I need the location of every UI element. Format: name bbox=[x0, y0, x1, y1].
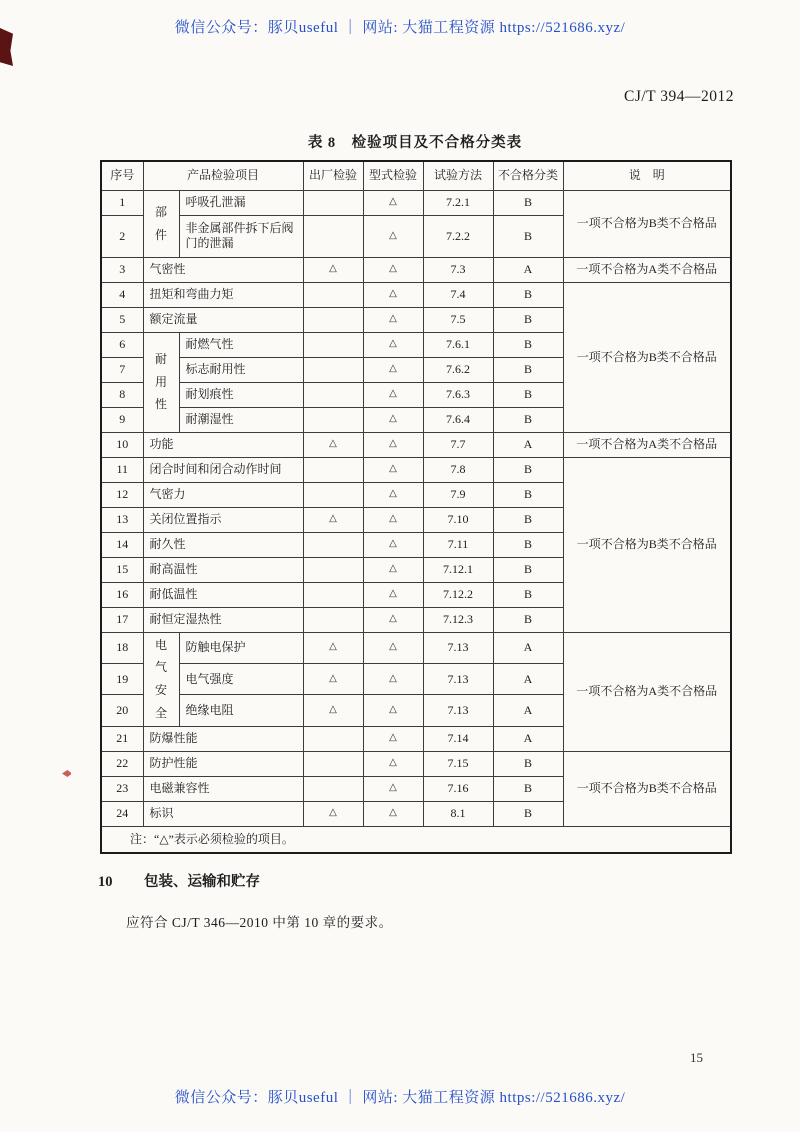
cell-note: 一项不合格为B类不合格品 bbox=[563, 751, 731, 826]
cell-item: 呼吸孔泄漏 bbox=[179, 190, 303, 215]
cell-test-method: 7.6.4 bbox=[423, 407, 493, 432]
cell-seq: 15 bbox=[101, 557, 143, 582]
cell-class: B bbox=[493, 307, 563, 332]
doc-number: CJ/T 394—2012 bbox=[624, 88, 734, 105]
cell-type-inspection: △ bbox=[363, 507, 423, 532]
cell-type-inspection: △ bbox=[363, 382, 423, 407]
cell-type-inspection: △ bbox=[363, 776, 423, 801]
header-note: 说 明 bbox=[563, 161, 731, 190]
cell-type-inspection: △ bbox=[363, 532, 423, 557]
cell-class: B bbox=[493, 801, 563, 826]
cell-factory-inspection: △ bbox=[303, 257, 363, 282]
cell-class: B bbox=[493, 457, 563, 482]
cell-type-inspection: △ bbox=[363, 215, 423, 257]
scan-artifact-left-edge bbox=[62, 770, 71, 777]
cell-item: 闭合时间和闭合动作时间 bbox=[143, 457, 303, 482]
cell-type-inspection: △ bbox=[363, 582, 423, 607]
cell-type-inspection: △ bbox=[363, 726, 423, 751]
cell-class: A bbox=[493, 257, 563, 282]
group-label: 电气安全 bbox=[154, 637, 167, 720]
cell-factory-inspection: △ bbox=[303, 432, 363, 457]
table-footnote-row bbox=[101, 826, 731, 853]
cell-test-method: 7.15 bbox=[423, 751, 493, 776]
cell-type-inspection: △ bbox=[363, 257, 423, 282]
cell-factory-inspection bbox=[303, 332, 363, 357]
cell-item: 绝缘电阻 bbox=[179, 695, 303, 726]
cell-test-method: 7.13 bbox=[423, 663, 493, 694]
page-number: 15 bbox=[690, 1050, 703, 1065]
watermark-bottom: 微信公众号：豚贝useful ｜ 网站: 大猫工程资源 https://521686.xyz/ bbox=[174, 1090, 626, 1106]
header-type-inspection: 型式检验 bbox=[363, 161, 423, 190]
cell-type-inspection: △ bbox=[363, 282, 423, 307]
cell-seq: 8 bbox=[101, 382, 143, 407]
cell-item: 非金属部件拆下后阀门的泄漏 bbox=[179, 215, 303, 257]
cell-item: 气密力 bbox=[143, 482, 303, 507]
cell-factory-inspection bbox=[303, 357, 363, 382]
cell-item: 耐燃气性 bbox=[179, 332, 303, 357]
cell-test-method: 8.1 bbox=[423, 801, 493, 826]
cell-class: B bbox=[493, 582, 563, 607]
cell-test-method: 7.11 bbox=[423, 532, 493, 557]
group-label: 部件 bbox=[154, 204, 167, 242]
cell-class: B bbox=[493, 751, 563, 776]
cell-note: 一项不合格为A类不合格品 bbox=[563, 632, 731, 751]
cell-test-method: 7.6.1 bbox=[423, 332, 493, 357]
cell-factory-inspection bbox=[303, 215, 363, 257]
cell-item: 电气强度 bbox=[179, 663, 303, 694]
group-label: 耐用性 bbox=[154, 351, 167, 412]
cell-class: B bbox=[493, 607, 563, 632]
cell-test-method: 7.8 bbox=[423, 457, 493, 482]
cell-type-inspection: △ bbox=[363, 695, 423, 726]
cell-item: 防触电保护 bbox=[179, 632, 303, 663]
cell-type-inspection: △ bbox=[363, 482, 423, 507]
cell-item: 耐划痕性 bbox=[179, 382, 303, 407]
cell-class: A bbox=[493, 695, 563, 726]
cell-seq: 16 bbox=[101, 582, 143, 607]
cell-seq: 12 bbox=[101, 482, 143, 507]
cell-seq: 24 bbox=[101, 801, 143, 826]
cell-seq: 22 bbox=[101, 751, 143, 776]
cell-class: B bbox=[493, 357, 563, 382]
cell-seq: 23 bbox=[101, 776, 143, 801]
cell-item: 耐潮湿性 bbox=[179, 407, 303, 432]
cell-test-method: 7.5 bbox=[423, 307, 493, 332]
cell-factory-inspection bbox=[303, 307, 363, 332]
cell-class: A bbox=[493, 663, 563, 694]
cell-seq: 14 bbox=[101, 532, 143, 557]
cell-test-method: 7.12.2 bbox=[423, 582, 493, 607]
cell-seq: 2 bbox=[101, 215, 143, 257]
watermark-top: 微信公众号：豚贝useful ｜ 网站: 大猫工程资源 https://521686.xyz/ bbox=[174, 20, 626, 36]
cell-type-inspection: △ bbox=[363, 432, 423, 457]
cell-factory-inspection bbox=[303, 751, 363, 776]
cell-class: B bbox=[493, 776, 563, 801]
cell-seq: 18 bbox=[101, 632, 143, 663]
cell-class: B bbox=[493, 332, 563, 357]
cell-test-method: 7.3 bbox=[423, 257, 493, 282]
cell-item: 关闭位置指示 bbox=[143, 507, 303, 532]
cell-group bbox=[143, 332, 179, 432]
table-header-row bbox=[101, 161, 731, 190]
cell-factory-inspection bbox=[303, 482, 363, 507]
cell-test-method: 7.9 bbox=[423, 482, 493, 507]
cell-item: 电磁兼容性 bbox=[143, 776, 303, 801]
cell-test-method: 7.10 bbox=[423, 507, 493, 532]
cell-seq: 7 bbox=[101, 357, 143, 382]
cell-item: 防爆性能 bbox=[143, 726, 303, 751]
cell-item: 耐低温性 bbox=[143, 582, 303, 607]
table-footnote: 注：“△”表示必须检验的项目。 bbox=[101, 826, 731, 853]
table-title: 表 8 检验项目及不合格分类表 bbox=[307, 135, 523, 151]
cell-group bbox=[143, 190, 179, 257]
cell-type-inspection: △ bbox=[363, 557, 423, 582]
cell-test-method: 7.13 bbox=[423, 632, 493, 663]
cell-seq: 17 bbox=[101, 607, 143, 632]
cell-seq: 13 bbox=[101, 507, 143, 532]
section-title: 包装、运输和贮存 bbox=[144, 874, 260, 890]
cell-seq: 11 bbox=[101, 457, 143, 482]
table-row bbox=[101, 282, 731, 307]
table-row bbox=[101, 457, 731, 482]
cell-factory-inspection bbox=[303, 282, 363, 307]
cell-type-inspection: △ bbox=[363, 407, 423, 432]
cell-class: B bbox=[493, 532, 563, 557]
cell-class: A bbox=[493, 432, 563, 457]
cell-group bbox=[143, 632, 179, 726]
cell-test-method: 7.12.3 bbox=[423, 607, 493, 632]
table-row bbox=[101, 432, 731, 457]
cell-factory-inspection bbox=[303, 582, 363, 607]
cell-item: 标识 bbox=[143, 801, 303, 826]
cell-test-method: 7.6.2 bbox=[423, 357, 493, 382]
cell-item: 标志耐用性 bbox=[179, 357, 303, 382]
cell-class: B bbox=[493, 190, 563, 215]
cell-type-inspection: △ bbox=[363, 190, 423, 215]
cell-item: 耐恒定湿热性 bbox=[143, 607, 303, 632]
cell-seq: 3 bbox=[101, 257, 143, 282]
cell-test-method: 7.12.1 bbox=[423, 557, 493, 582]
cell-factory-inspection: △ bbox=[303, 695, 363, 726]
table-row bbox=[101, 257, 731, 282]
cell-factory-inspection bbox=[303, 382, 363, 407]
cell-factory-inspection: △ bbox=[303, 632, 363, 663]
cell-seq: 5 bbox=[101, 307, 143, 332]
cell-class: A bbox=[493, 726, 563, 751]
cell-type-inspection: △ bbox=[363, 751, 423, 776]
header-class: 不合格分类 bbox=[493, 161, 563, 190]
cell-seq: 1 bbox=[101, 190, 143, 215]
cell-class: B bbox=[493, 407, 563, 432]
cell-type-inspection: △ bbox=[363, 307, 423, 332]
cell-type-inspection: △ bbox=[363, 663, 423, 694]
cell-seq: 4 bbox=[101, 282, 143, 307]
section-heading bbox=[98, 870, 260, 891]
cell-test-method: 7.14 bbox=[423, 726, 493, 751]
cell-class: B bbox=[493, 482, 563, 507]
cell-item: 耐久性 bbox=[143, 532, 303, 557]
cell-type-inspection: △ bbox=[363, 332, 423, 357]
cell-factory-inspection bbox=[303, 726, 363, 751]
cell-test-method: 7.13 bbox=[423, 695, 493, 726]
cell-factory-inspection bbox=[303, 190, 363, 215]
cell-note: 一项不合格为B类不合格品 bbox=[563, 282, 731, 432]
cell-item: 功能 bbox=[143, 432, 303, 457]
header-seq: 序号 bbox=[101, 161, 143, 190]
cell-test-method: 7.2.1 bbox=[423, 190, 493, 215]
header-test-method: 试验方法 bbox=[423, 161, 493, 190]
header-factory-inspection: 出厂检验 bbox=[303, 161, 363, 190]
cell-type-inspection: △ bbox=[363, 607, 423, 632]
table-row bbox=[101, 190, 731, 215]
cell-factory-inspection: △ bbox=[303, 801, 363, 826]
cell-seq: 20 bbox=[101, 695, 143, 726]
cell-item: 额定流量 bbox=[143, 307, 303, 332]
cell-test-method: 7.7 bbox=[423, 432, 493, 457]
cell-item: 耐高温性 bbox=[143, 557, 303, 582]
cell-factory-inspection bbox=[303, 557, 363, 582]
cell-item: 防护性能 bbox=[143, 751, 303, 776]
cell-seq: 10 bbox=[101, 432, 143, 457]
cell-factory-inspection: △ bbox=[303, 507, 363, 532]
cell-test-method: 7.16 bbox=[423, 776, 493, 801]
inspection-table bbox=[100, 160, 732, 854]
section-number: 10 bbox=[98, 874, 113, 890]
cell-class: A bbox=[493, 632, 563, 663]
cell-class: B bbox=[493, 215, 563, 257]
table-row bbox=[101, 632, 731, 663]
cell-seq: 19 bbox=[101, 663, 143, 694]
cell-note: 一项不合格为A类不合格品 bbox=[563, 432, 731, 457]
cell-note: 一项不合格为B类不合格品 bbox=[563, 190, 731, 257]
cell-type-inspection: △ bbox=[363, 357, 423, 382]
cell-factory-inspection bbox=[303, 457, 363, 482]
cell-item: 气密性 bbox=[143, 257, 303, 282]
cell-type-inspection: △ bbox=[363, 632, 423, 663]
cell-factory-inspection: △ bbox=[303, 663, 363, 694]
scan-artifact-top-left bbox=[0, 28, 13, 66]
cell-factory-inspection bbox=[303, 407, 363, 432]
cell-type-inspection: △ bbox=[363, 457, 423, 482]
cell-class: B bbox=[493, 282, 563, 307]
cell-test-method: 7.2.2 bbox=[423, 215, 493, 257]
header-item: 产品检验项目 bbox=[143, 161, 303, 190]
cell-class: B bbox=[493, 557, 563, 582]
cell-factory-inspection bbox=[303, 532, 363, 557]
table-row bbox=[101, 751, 731, 776]
cell-class: B bbox=[493, 507, 563, 532]
cell-seq: 21 bbox=[101, 726, 143, 751]
cell-test-method: 7.6.3 bbox=[423, 382, 493, 407]
cell-seq: 9 bbox=[101, 407, 143, 432]
cell-item: 扭矩和弯曲力矩 bbox=[143, 282, 303, 307]
cell-type-inspection: △ bbox=[363, 801, 423, 826]
cell-class: B bbox=[493, 382, 563, 407]
cell-factory-inspection bbox=[303, 776, 363, 801]
cell-factory-inspection bbox=[303, 607, 363, 632]
cell-note: 一项不合格为B类不合格品 bbox=[563, 457, 731, 632]
cell-note: 一项不合格为A类不合格品 bbox=[563, 257, 731, 282]
section-body: 应符合 CJ/T 346—2010 中第 10 章的要求。 bbox=[126, 915, 393, 930]
cell-seq: 6 bbox=[101, 332, 143, 357]
cell-test-method: 7.4 bbox=[423, 282, 493, 307]
